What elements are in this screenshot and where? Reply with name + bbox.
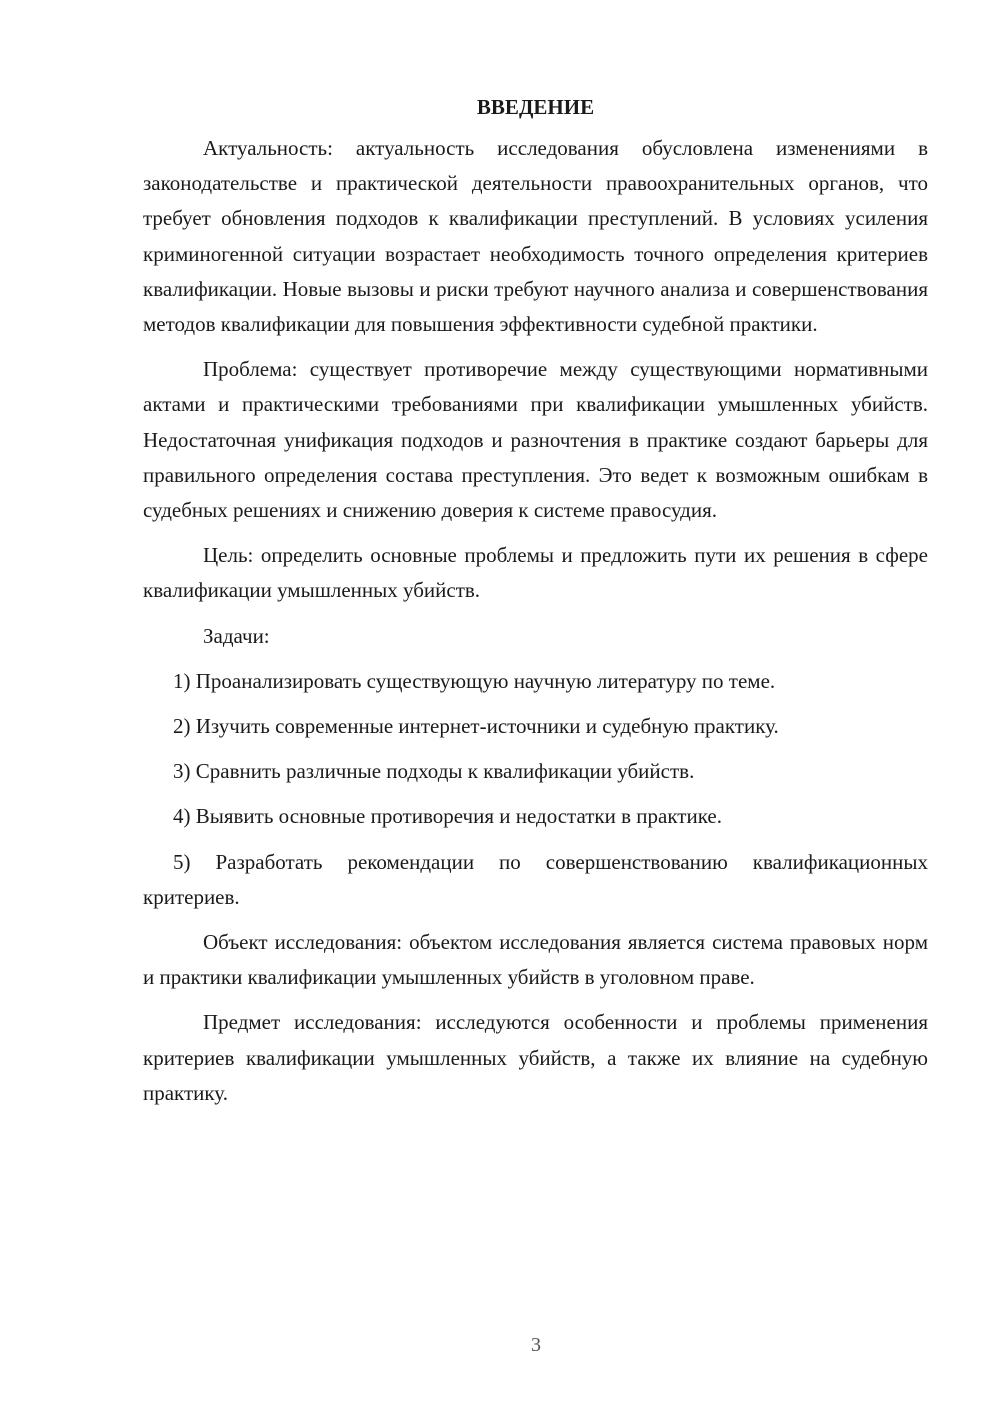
paragraph-object: Объект исследования: объектом исследования является система правовых норм и практики квалификации умышленных убийств в уголовном праве. bbox=[143, 930, 928, 990]
paragraph-subject: Предмет исследования: исследуются особенности и проблемы применения критериев квалификации умышленных убийств, а также их влияние на судебную практику. bbox=[143, 1010, 928, 1105]
paragraph-goal: Цель: определить основные проблемы и предложить пути их решения в сфере квалификации умышленных убийств. bbox=[143, 543, 928, 603]
document-page bbox=[143, 90, 928, 1111]
section-title: ВВЕДЕНИЕ bbox=[476, 95, 595, 119]
paragraph-relevance: Актуальность: актуальность исследования обусловлена изменениями в законодательстве и практической деятельности правоохранительных органов, что требует обновления подходов к квалификации преступлений. В условиях усиления криминогенной ситуации возрастает необходимость точного определения критериев квалификации. Новые вызовы и риски требуют научного анализа и совершенствования методов квалификации для повышения эффективности судебной практики. bbox=[143, 136, 928, 337]
task-item-1: 1) Проанализировать существующую научную литературу по теме. bbox=[173, 668, 776, 693]
task-item-2: 2) Изучить современные интернет-источники и судебную практику. bbox=[173, 714, 779, 739]
paragraph-problem: Проблема: существует противоречие между существующими нормативными актами и практическими требованиями при квалификации умышленных убийств. Недостаточная унификация подходов и разночтения в практике создают барьеры для правильного определения состава преступления. Это ведет к возможным ошибкам в судебных решениях и снижению доверия к системе правосудия. bbox=[143, 357, 928, 523]
task-item-3: 3) Сравнить различные подходы к квалификации убийств. bbox=[173, 759, 695, 784]
task-item-4: 4) Выявить основные противоречия и недостатки в практике. bbox=[173, 804, 722, 829]
page-number: 3 bbox=[531, 1334, 541, 1356]
task-item-5: 5) Разработать рекомендации по совершенствованию квалификационных критериев. bbox=[143, 849, 928, 909]
tasks-heading: Задачи: bbox=[203, 623, 270, 648]
